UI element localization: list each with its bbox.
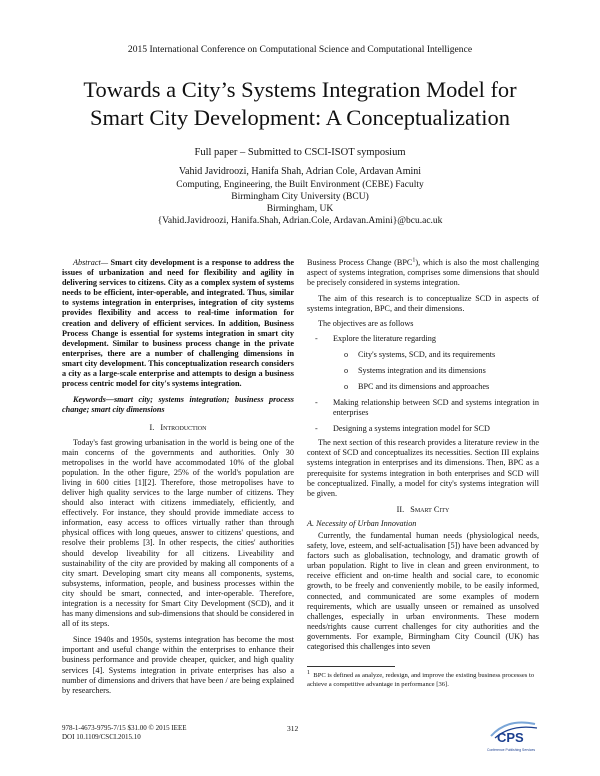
section-number: II.	[396, 504, 405, 514]
footnote	[307, 671, 539, 689]
logo-subtext: Conference Publishing Services	[487, 748, 536, 752]
copyright-block	[62, 724, 187, 742]
right-column	[307, 258, 539, 652]
affiliation-faculty: Computing, Engineering, the Built Environment (CEBE) Faculty	[176, 180, 424, 190]
bullet-marker: -	[315, 424, 318, 434]
abstract-label: Abstract—	[73, 258, 109, 267]
abstract	[62, 258, 294, 389]
aim-paragraph: The aim of this research is to conceptualize SCD in aspects of systems integration, BPC, and their dimensions.	[307, 294, 539, 314]
bullet-marker: o	[344, 365, 349, 375]
doi-line: DOI 10.1109/CSCI.2015.10	[62, 733, 141, 741]
cps-logo-icon	[485, 716, 541, 754]
urban-innovation-paragraph: Currently, the fundamental human needs (physiological needs, safety, love, esteem, and self-actualisation [5]) have been advanced by factors such as globalisation, technology, and dramatic growth of urban population. Right to live in clean and green environment, to receive efficient and on-time health and social care, to economic growth, to be freely and conveniently mobile, to be easily informed, connected, and communicated are some examples of modern requirements, which are usually unseen or remained as unsolved challenges, especially in urban environments. These modern needs/rights cause current challenges for city authorities and the governments. For example, Birmingham City Council (UK) has categorised this challenges into seven	[307, 530, 539, 651]
section-title: Introduction	[160, 423, 207, 433]
page-number: 312	[287, 724, 299, 733]
isbn-line: 978-1-4673-9795-7/15 $31.00 © 2015 IEEE	[62, 724, 187, 732]
cps-logo	[485, 716, 541, 754]
objectives-list	[307, 334, 539, 435]
author-list: Vahid Javidroozi, Hanifa Shah, Adrian Cole, Ardavan Amini	[178, 166, 422, 177]
bullet-marker: o	[344, 381, 349, 391]
footnote-ref: 1	[412, 257, 416, 264]
intro-paragraph-1: Today's fast growing urbanisation in the world is being one of the main concerns of the governments and authorities. Only 30 metropolises in the world have accommodated 10% of the global population. In the other figure, 25% of the world's population are living in 600 cities [1][2]. Therefore, those metropolises have to deliver high quality services to the large number of citizens. They should also interact with citizens immediately, efficiently, and effectively. For instance, they should provide immediate access to information, easy access to offices virtually rather than through physical offices with long queues, answer to citizens' questions, and resolve their problems [3]. In other respects, the cities' authorities should develop liveability for all citizens. Liveability and sustainability of the city are provided by making all components of a city smart. Developing smart city means all components, systems, subsystems, information, people, and business processes within the city should be smart, connected, and inter-operable. Therefore, integration is a necessity for Smart City Development (SCD), and it has many dimensions and sub-dimensions that should be considered in all of its steps.	[62, 437, 294, 629]
keywords-text: smart city; systems integration; business process change; smart city dimensions	[62, 395, 294, 415]
keywords	[62, 395, 294, 415]
footnote-text: BPC is defined as analyze, redesign, and improve the existing business processes to achieve a competitive advantage in performance [36].	[307, 672, 535, 688]
structure-paragraph: The next section of this research provides a literature review in the context of SCD and conceptualizes its necessities. Section III explains systems integration in enterprises and its dimensions. Then, BPC as a prerequisite for systems integration in both enterprises and SCD will be conceptualized. Finally, a model for city's systems integration will be given.	[307, 438, 539, 498]
paper-subtitle: Full paper – Submitted to CSCI-ISOT symposium	[194, 147, 406, 158]
bpc-paragraph-start: Business Process Change (BPC	[307, 258, 413, 267]
list-item	[307, 424, 539, 434]
title-line-2: Smart City Development: A Conceptualization	[90, 105, 510, 130]
section-heading-introduction	[62, 423, 294, 433]
list-item-text: Making relationship between SCD and systems integration in enterprises	[333, 397, 539, 418]
subsection-heading: A. Necessity of Urban Innovation	[307, 518, 417, 528]
intro-paragraph-2: Since 1940s and 1950s, systems integration has become the most important and useful change within the enterprises to enhance their business performance and provide cheaper, quicker, and high quality services [4]. Systems integration in private enterprises has also a number of dimensions and drivers that have been / are being explained by researchers.	[62, 635, 294, 695]
bullet-marker: -	[315, 333, 318, 343]
conference-header: 2015 International Conference on Computational Science and Computational Intelligence	[127, 44, 473, 55]
list-item-text: Explore the literature regarding	[333, 333, 436, 343]
list-item	[307, 398, 539, 418]
list-item-text: BPC and its dimensions and approaches	[358, 381, 490, 391]
affiliation-location: Birmingham, UK	[266, 204, 334, 214]
objectives-intro: The objectives are as follows	[318, 319, 414, 329]
abstract-text: Smart city development is a response to address the issues of urbanization and need for flexibility and agility in delivering services to citizens. City as a complex system of systems needs to be efficient, inter-operable, and integrated. Thus, similar to systems integration in enterprises, integration of city systems provides flexibility and access to real-time information for creation and delivery of efficient services. In addition, Business Process Change is essential for systems integration in smart city development. Similar to business process change in the private enterprises, there are a number of challenging dimensions in smart city development. This conceptualization research considers a city as a large-scale enterprise and attempts to design a business process centric model for city's systems integration.	[62, 258, 294, 389]
list-item-text: City's systems, SCD, and its requirements	[358, 349, 496, 359]
left-column	[62, 258, 294, 696]
section-heading-smart-city	[307, 505, 539, 515]
title-line-1: Towards a City’s Systems Integration Model for	[83, 77, 517, 102]
list-item	[307, 350, 539, 360]
bullet-marker: o	[344, 349, 349, 359]
bullet-marker: -	[315, 397, 318, 407]
list-item	[307, 334, 539, 344]
section-title: Smart City	[410, 504, 450, 514]
bpc-paragraph	[307, 258, 539, 288]
list-item-text: Designing a systems integration model for SCD	[333, 424, 490, 434]
footnote-mark: 1	[307, 669, 310, 676]
affiliation-emails: {Vahid.Javidroozi, Hanifa.Shah, Adrian.Cole, Ardavan.Amini}@bcu.ac.uk	[157, 216, 443, 226]
keywords-label: Keywords—	[73, 395, 114, 405]
section-number: I.	[149, 423, 155, 433]
list-item	[307, 366, 539, 376]
footnote-divider	[307, 666, 395, 667]
list-item	[307, 382, 539, 392]
logo-text: CPS	[497, 730, 524, 745]
list-item-text: Systems integration and its dimensions	[358, 365, 486, 375]
affiliation-university: Birmingham City University (BCU)	[231, 192, 369, 202]
paper-title	[40, 76, 560, 132]
bpc-paragraph-end: ), which is also the most challenging aspect of systems integration, comprises some dimensions that should be precisely considered in systems integration.	[307, 258, 539, 288]
